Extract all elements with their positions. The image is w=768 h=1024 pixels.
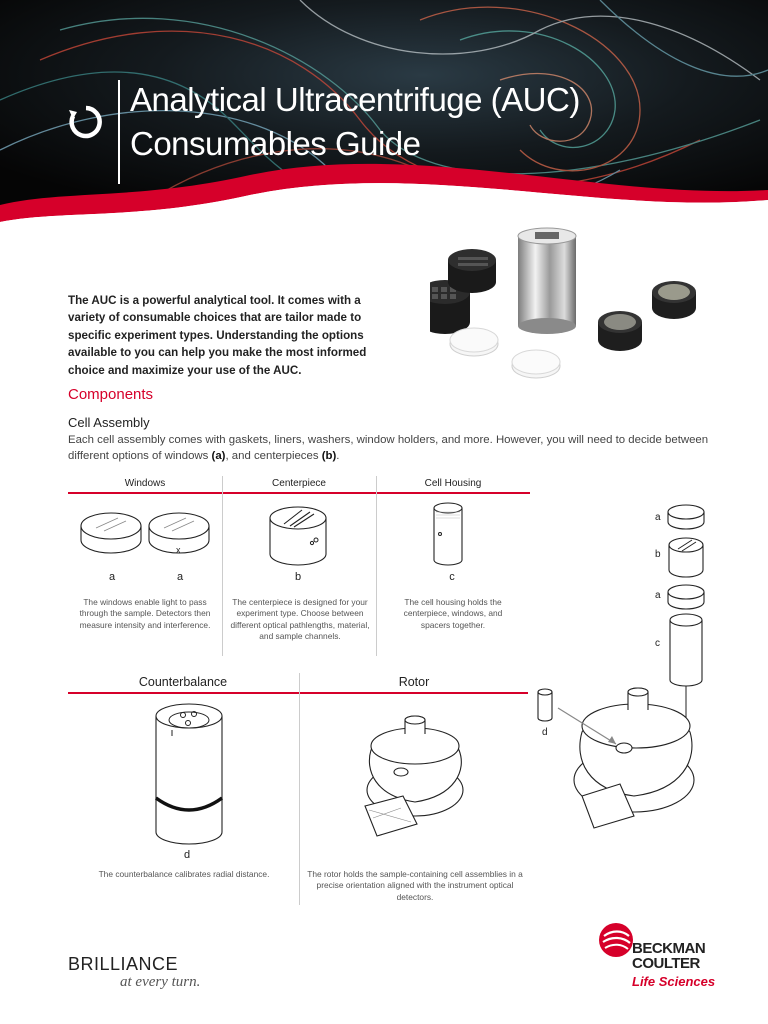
counterbalance-header: Counterbalance [138, 675, 228, 689]
label-a: (a) [211, 450, 226, 462]
windows-letter-a2: a [176, 571, 184, 583]
cell-housing-header: Cell Housing [424, 478, 482, 489]
centerpiece-letter: b [294, 571, 302, 583]
title-line-2: Consumables Guide [130, 125, 421, 162]
brand-name [632, 941, 705, 971]
counterbalance-caption: The counterbalance calibrates radial distance. [98, 869, 270, 879]
brand-subtitle: Life Sciences [632, 974, 716, 989]
intro-paragraph: The AUC is a powerful analytical tool. It comes with a variety of consumable choices that are tailor made to specific experiment types. Understanding the options available to you can help you make the most informed choice and maximize your use of the AUC. [68, 294, 367, 377]
assembly-letter-d: d [542, 727, 548, 738]
tagline: at every turn. [120, 974, 201, 990]
cell-assembly-heading: Cell Assembly [68, 415, 150, 430]
windows-drawing [78, 506, 218, 568]
column-divider [376, 476, 377, 656]
rotor-assembly-drawing [532, 680, 712, 830]
cell-housing-letter: c [449, 571, 455, 583]
windows-caption: The windows enable light to pass through the sample. Detectors then measure intensity and interference. [79, 597, 211, 630]
brilliance-wordmark: BRILLIANCE [68, 954, 179, 974]
stack-letter-a1: a [655, 512, 661, 523]
window-mark: x [176, 545, 181, 555]
counterbalance-letter: d [183, 849, 191, 861]
page-title [130, 78, 580, 166]
windows-letter-a1: a [108, 571, 116, 583]
cell-housing-drawing [428, 500, 468, 570]
refresh-arrow-icon [66, 102, 106, 142]
cell-housing-caption: The cell housing holds the centerpiece, windows, and spacers together. [403, 597, 503, 630]
brand-line-2: COULTER [632, 955, 700, 972]
components-heading: Components [68, 386, 154, 403]
title-line-1: Analytical Ultracentrifuge (AUC) [130, 81, 580, 118]
column-divider [222, 476, 223, 656]
consumables-photo [430, 222, 730, 392]
rotor-header: Rotor [398, 675, 430, 689]
table-rule [68, 492, 530, 494]
label-b: (b) [321, 450, 337, 462]
centerpiece-caption: The centerpiece is designed for your experiment type. Choose between different optical pathlengths, material, and sample channels. [230, 597, 370, 642]
stack-letter-a2: a [655, 590, 661, 601]
stack-letter-b: b [655, 549, 661, 560]
brand-line-1: BECKMAN [632, 940, 706, 957]
column-divider [299, 673, 300, 905]
rotor-drawing [355, 710, 475, 846]
title-divider [118, 80, 120, 184]
desc-end: . [336, 450, 340, 462]
counterbalance-drawing [150, 700, 230, 850]
windows-header: Windows [124, 478, 166, 489]
rotor-caption: The rotor holds the sample-containing cell assemblies in a precise orientation aligned with the instrument optical detectors. [307, 869, 523, 902]
desc-mid: , and centerpieces [225, 450, 322, 462]
stack-letter-c: c [655, 638, 660, 649]
cell-assembly-description [68, 432, 728, 464]
desc-before: Each cell assembly comes with gaskets, liners, washers, window holders, and more. However, you will need to decide between different options of windows [68, 434, 709, 462]
section-rule [68, 692, 528, 694]
centerpiece-drawing [264, 502, 334, 568]
centerpiece-header: Centerpiece [272, 478, 326, 489]
